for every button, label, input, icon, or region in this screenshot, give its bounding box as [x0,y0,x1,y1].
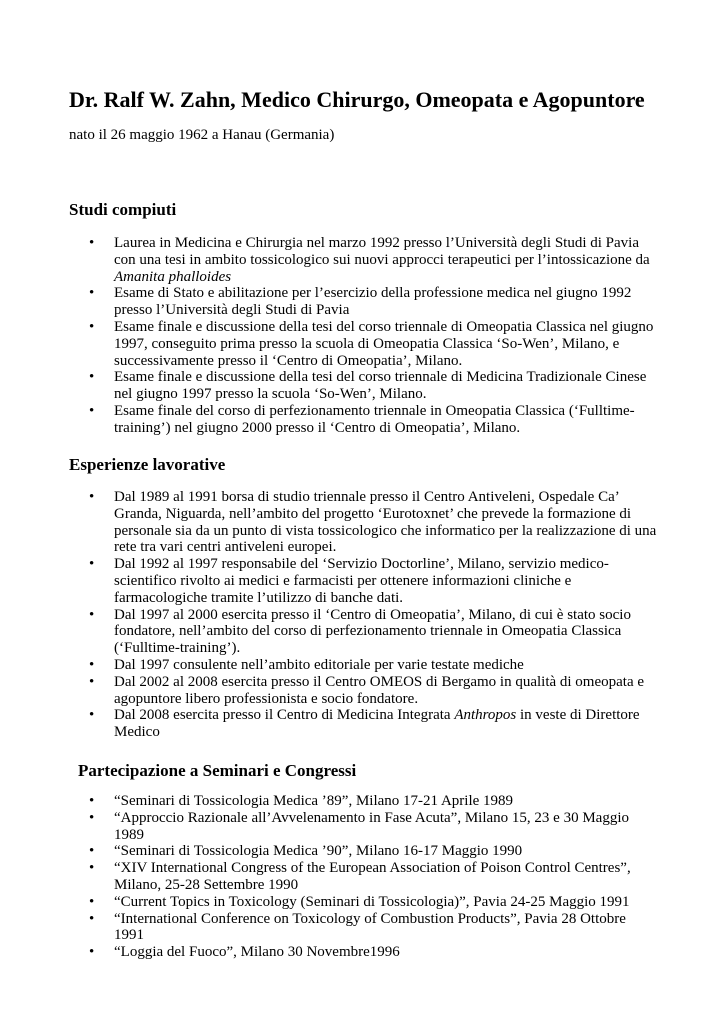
list-item: • Esame finale del corso di perfezionamento triennale in Omeopatia Classica (‘Fulltime-training’) nel giugno 2000 presso il ‘Centro di Omeopatia’, Milano. [0,403,659,437]
seminari-list [0,793,659,961]
list-item: • Dal 1997 al 2000 esercita presso il ‘Centro di Omeopatia’, Milano, di cui è stato socio fondatore, nell’ambito del corso di perfezionamento triennale in Omeopatia Classica (‘Fulltime-training’). [0,607,659,657]
esperienze-list [0,489,659,741]
section-heading-esperienze: Esperienze lavorative [69,455,226,474]
list-item: • Esame finale e discussione della tesi del corso triennale di Omeopatia Classica nel giugno 1997, conseguito prima presso la scuola di Omeopatia Classica ‘So-Wen’, Milano, e successivamente presso il ‘Centro di Omeopatia’, Milano. [0,319,659,369]
list-item: • Esame di Stato e abilitazione per l’esercizio della professione medica nel giugno 1992 presso l’Università degli Studi di Pavia [0,285,659,319]
list-item: • Esame finale e discussione della tesi del corso triennale di Medicina Tradizionale Cinese nel giugno 1997 presso la scuola ‘So-Wen’, Milano. [0,369,659,403]
list-item: • “International Conference on Toxicology of Combustion Products”, Pavia 28 Ottobre 1991 [0,911,659,945]
list-item: • “Loggia del Fuoco”, Milano 30 Novembre1996 [0,944,659,961]
list-item: • Dal 1997 consulente nell’ambito editoriale per varie testate mediche [0,657,659,674]
list-item: • Dal 2008 esercita presso il Centro di Medicina Integrata Anthropos in veste di Direttore Medico [0,707,659,741]
birth-info: nato il 26 maggio 1962 a Hanau (Germania) [69,127,335,143]
section-heading-seminari: Partecipazione a Seminari e Congressi [78,761,357,780]
studi-list [0,235,659,437]
list-item: • “Approccio Razionale all’Avvelenamento in Fase Acuta”, Milano 15, 23 e 30 Maggio 1989 [0,810,659,844]
list-item: • Dal 1992 al 1997 responsabile del ‘Servizio Doctorline’, Milano, servizio medico-scientifico rivolto ai medici e farmacisti per ottenere informazioni cliniche e farmacologiche tramite l’utilizzo di banche dati. [0,556,659,606]
list-item: • Dal 1989 al 1991 borsa di studio triennale presso il Centro Antiveleni, Ospedale Ca’ Granda, Niguarda, nell’ambito del progetto ‘Eurotoxnet’ che prevede la formazione di personale sia da un punto di vista tossicologico che informatico per la realizzazione di una rete tra vari centri antiveleni europei. [0,489,659,556]
page-title: Dr. Ralf W. Zahn, Medico Chirurgo, Omeopata e Agopuntore [69,87,645,112]
list-item: • “Current Topics in Toxicology (Seminari di Tossicologia)”, Pavia 24-25 Maggio 1991 [0,894,659,911]
list-item: • Dal 2002 al 2008 esercita presso il Centro OMEOS di Bergamo in qualità di omeopata e agopuntore libero professionista e socio fondatore. [0,674,659,708]
section-heading-studi: Studi compiuti [69,200,177,219]
list-item: • “Seminari di Tossicologia Medica ’89”, Milano 17-21 Aprile 1989 [0,793,659,810]
list-item: • Laurea in Medicina e Chirurgia nel marzo 1992 presso l’Università degli Studi di Pavia con una tesi in ambito tossicologico sui nuovi approcci terapeutici per l’intossicazione da Amanita phalloides [0,235,659,285]
list-item: • “XIV International Congress of the European Association of Poison Control Centres”, Milano, 25-28 Settembre 1990 [0,860,659,894]
list-item: • “Seminari di Tossicologia Medica ’90”, Milano 16-17 Maggio 1990 [0,843,659,860]
